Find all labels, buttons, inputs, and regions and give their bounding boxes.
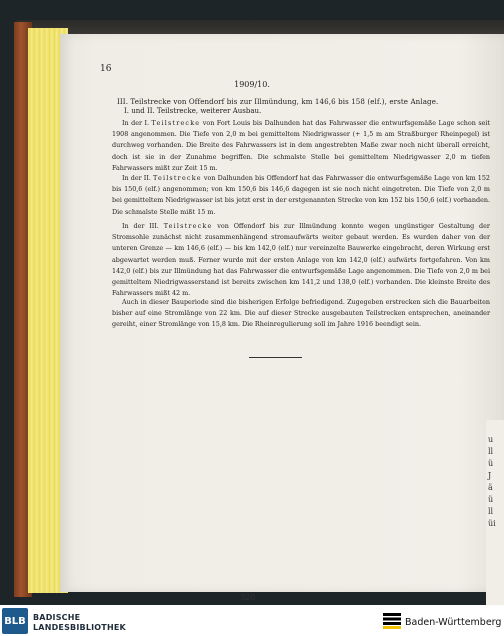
paragraph-spaced-word: Teilstrecke: [151, 119, 201, 127]
year-title: 1909/10.: [234, 80, 270, 89]
section-heading: III. Teilstrecke von Offendorf bis zur Illmündung, km 146,6 bis 158 (elf.), erste Anlage.: [117, 97, 439, 106]
paragraph-2: [112, 173, 490, 218]
margin-fragment: ü: [488, 459, 494, 468]
paragraph-lead: In der II.: [122, 174, 153, 182]
margin-fragment: J: [488, 471, 492, 480]
library-logo-bar: [0, 605, 504, 636]
page-number: 16: [100, 64, 112, 74]
paragraph-lead: In der I.: [122, 119, 152, 127]
paragraph-spaced-word: Teilstrecke: [163, 222, 213, 230]
margin-fragment: üi: [488, 519, 496, 528]
blb-library-name[interactable]: [33, 613, 126, 632]
margin-fragment: ü: [488, 495, 494, 504]
baden-wuerttemberg-lions-icon[interactable]: [383, 613, 401, 629]
section-divider: [249, 357, 302, 358]
paragraph-1: [112, 118, 490, 174]
margin-fragment: ll: [488, 507, 494, 516]
next-page-strip: [486, 420, 504, 605]
paragraph-4: [112, 297, 490, 331]
margin-fragment: u: [488, 435, 494, 444]
paragraph-lead: In der III.: [122, 222, 164, 230]
blb-name-line1: BADISCHE: [33, 613, 81, 622]
baden-wuerttemberg-label[interactable]: Baden-Württemberg: [405, 617, 502, 628]
footer-page-number: 320: [240, 593, 256, 602]
paragraph-text: von Fort Louis bis Dalhunden hat das Fahrwasser die entwurfsgemäße Lage schon seit 1908 angenommen. Die Tiefe von 2,0 m bei gemitteltem Niedrigwasser (+ 1,5 m am Straßburger Rheinpegel) ist durchweg vorhanden. Die Breite des Fahrwassers ist in dem angestrebten Maße zwar noch nicht überall erreicht, doch ist sie in der Zunahme begriffen. Die schmalste Stelle bei gemitteltem Niedrigwasser 2,0 m tiefen Fahrwassers mißt zur Zeit 15 m.: [112, 119, 490, 172]
paragraph-text: von Dalhunden bis Offendorf hat das Fahrwasser die entwurfsgemäße Lage von km 152 bis 150,6 (elf.) angenommen; von km 150,6 bis 146,6 dagegen ist sie noch nicht eingetreten. Die Tiefe von 2,0 m bei gemitteltem Niedrigwasser ist bis jetzt erst in der erstgenannten Strecke von km 152 bis 150,6 (elf.) vorhanden. Die schmalste Stelle mißt 15 m.: [112, 174, 491, 216]
paragraph-3: [112, 221, 490, 299]
blb-name-line2: LANDESBIBLIOTHEK: [33, 622, 126, 632]
margin-fragment: ll: [488, 447, 494, 456]
paragraph-text: von Offendorf bis zur Illmündung konnte wegen ungünstiger Gestaltung der Stromsohle zunächst nicht zusammenhängend stromaufwärts weiter gebaut werden. Es wurden daher von der unteren Grenze — km 146,6 (elf.) — bis km 142,0 (elf.) nur vereinzelte Bauwerke eingebracht, deren Wirkung erst abgewartet werden muß. Ferner wurde mit der ersten Anlage von km 142,0 (elf.) aufwärts fortgefahren. Von km 142,0 (elf.) bis zur Illmündung hat das Fahrwasser die entwurfsgemäße Lage angenommen. Die Tiefe von 2,0 m bei gemitteltem Niedrigwasserstand ist bereits zwischen km 141,2 und 138,0 (elf.) vorhanden. Die kleinste Breite des Fahrwassers mißt 42 m.: [112, 222, 490, 298]
paragraph-spaced-word: Teilstrecke: [153, 174, 202, 182]
subheading: I. und II. Teilstrecke, weiterer Ausbau.: [124, 107, 262, 115]
margin-fragment: ä: [488, 483, 493, 492]
blb-logo-icon[interactable]: BLB: [2, 608, 28, 634]
paragraph-text: Auch in dieser Bauperiode sind die bisherigen Erfolge befriedigend. Zugegeben erstrecken sich die Bauarbeiten bisher auf eine Stromlänge von 22 km. Die auf dieser Strecke ausgebauten Teilstrecken entsprechen, aneinander gereiht, einer Stromlänge von 15,8 km. Die Rheinregulierung soll im Jahre 1916 beendigt sein.: [112, 298, 490, 329]
